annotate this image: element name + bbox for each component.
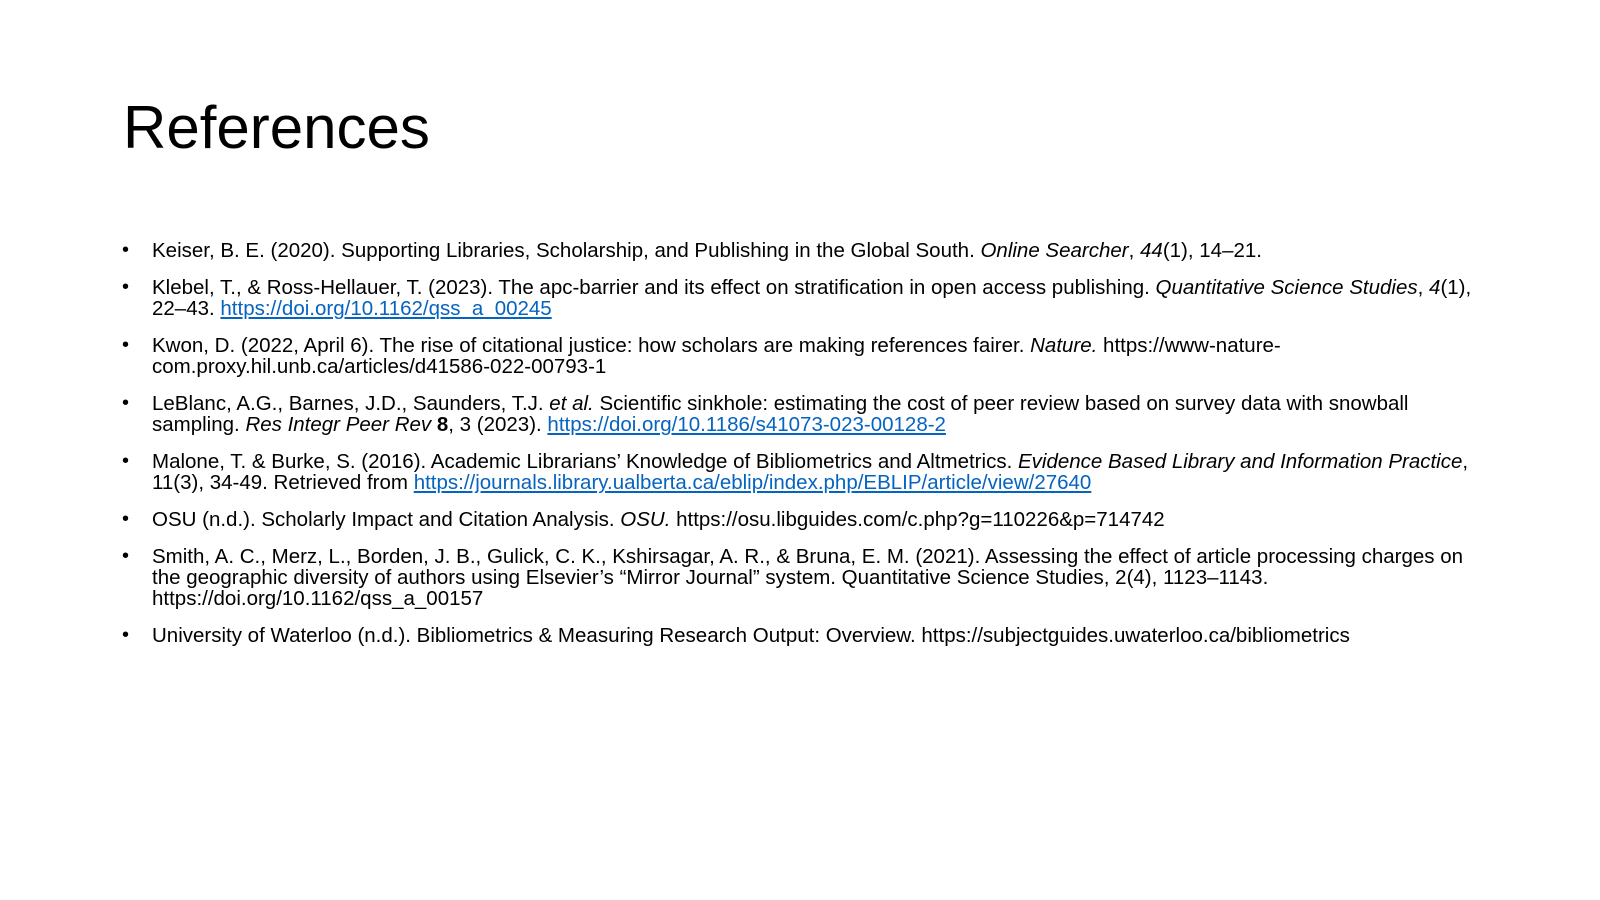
reference-item-malone: • Malone, T. & Burke, S. (2016). Academic Librarians’ Knowledge of Bibliometrics and Altmetrics. Evidence Based Library and Information Practice, 11(3), 34-49. Retrieved from https://journals.library.ualberta.ca/eblip/index.php/EBLIP/article/view/27640	[122, 450, 1469, 494]
reference-item-leblanc: • LeBlanc, A.G., Barnes, J.D., Saunders, T.J. et al. Scientific sinkhole: estimating the cost of peer review based on survey data with snowball sampling. Res Integr Peer Rev 8, 3 (2023). https://doi.org/10.1186/s41073-023-00128-2	[122, 392, 1409, 436]
bullet-icon: •	[122, 334, 130, 356]
slide-title: References	[123, 94, 430, 161]
bullet-icon: •	[122, 624, 130, 646]
reference-item-klebel: • Klebel, T., & Ross-Hellauer, T. (2023). The apc-barrier and its effect on stratification in open access publishing. Quantitative Science Studies, 4(1), 22–43. https://doi.org/10.1162/qss_a_00245	[122, 276, 1472, 320]
eblip-link[interactable]: https://journals.library.ualberta.ca/eblip/index.php/EBLIP/article/view/27640	[413, 471, 1092, 494]
bullet-icon: •	[122, 392, 130, 414]
bullet-icon: •	[122, 450, 130, 472]
reference-item-osu: • OSU (n.d.). Scholarly Impact and Citation Analysis. OSU. https://osu.libguides.com/c.php?g=110226&p=714742	[122, 508, 1165, 531]
reference-item-smith: • Smith, A. C., Merz, L., Borden, J. B., Gulick, C. K., Kshirsagar, A. R., & Bruna, E. M. (2021). Assessing the effect of article processing charges on the geographic diversity of authors using Elsevier’s “Mirror Journal” system. Quantitative Science Studies, 2(4), 1123–1143. https://doi.org/10.1162/qss_a_00157	[122, 545, 1464, 610]
bullet-icon: •	[122, 239, 130, 261]
reference-item-keiser: • Keiser, B. E. (2020). Supporting Libraries, Scholarship, and Publishing in the Global South. Online Searcher, 44(1), 14–21.	[122, 239, 1262, 262]
bullet-icon: •	[122, 508, 130, 530]
reference-item-kwon: • Kwon, D. (2022, April 6). The rise of citational justice: how scholars are making references fairer. Nature. https://www-nature-com.proxy.hil.unb.ca/articles/d41586-022-00793-1	[122, 334, 1281, 378]
reference-item-waterloo: • University of Waterloo (n.d.). Bibliometrics & Measuring Research Output: Overview. https://subjectguides.uwaterloo.ca/bibliometrics	[122, 624, 1350, 647]
bullet-icon: •	[122, 276, 130, 298]
doi-link-klebel[interactable]: https://doi.org/10.1162/qss_a_00245	[220, 297, 552, 320]
reference-list	[122, 240, 1494, 662]
doi-link-leblanc[interactable]: https://doi.org/10.1186/s41073-023-00128-2	[547, 413, 946, 436]
bullet-icon: •	[122, 545, 130, 567]
